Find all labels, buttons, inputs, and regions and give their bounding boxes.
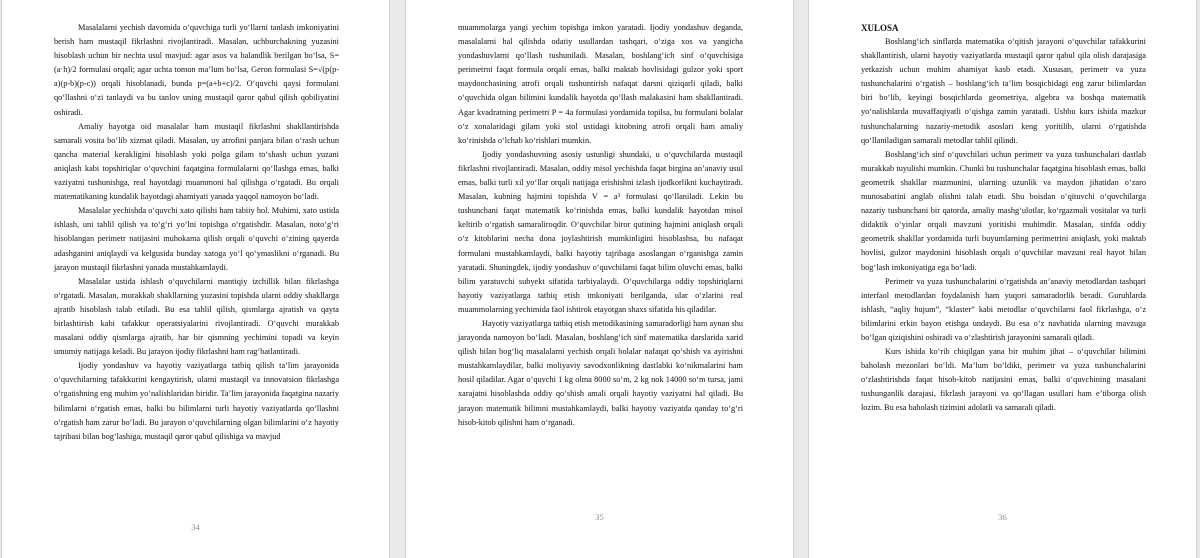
paragraph: Ijodiy yondashuvning asosiy ustunligi shundaki, u o‘quvchilarda mustaqil fikrlashni rivojlantiradi. Masalan, oddiy misol yechishda faqat birgina an’anaviy usul emas, balki turli xil yo‘llar orqali natijaga erishishni izlash ijodkorlikni kuchaytiradi. Masalan, kubning hajmini topishda V = a³ formulasi qo‘llaniladi. Lekin bu tushunchani faqat matematik ko‘rinishda emas, balki kundalik hayotdan misol keltirib o‘rgatish samaraliroqdir. O‘quvchilar biror qutining hajmini aniqlash orqali o‘z kitoblarini necha dona joylashtirish mumkinligini hisoblashsa, bu nafaqat formulani mustahkamlaydi, balki hayotiy tajribaga asoslangan o‘rganishga zamin yaratadi. Shuningdek, ijodiy yondashuv o‘quvchilarni faqat bilim oluvchi emas, balki bilim yaratuvchi subyekt sifatida tarbiyalaydi. O‘quvchilarga oddiy topshiriqlarni hayotiy vaziyatlarga tatbiq etish imkoniyati berilganda, ular o‘zlarini real muammolarning yechimida faol ishtirok etayotgan shaxs sifatida his qiladilar.: [458, 149, 743, 314]
page-number: 36: [998, 512, 1007, 522]
page-number: 35: [595, 512, 604, 522]
document-page-35: [405, 0, 794, 558]
paragraph: Perimetr va yuza tushunchalarini o‘rgatishda an’anaviy metodlardan tashqari interfaol metodlardan foydalanish ham yuqori samaradorlik beradi. Guruhlarda ishlash, “aqliy hujum”, “klaster” kabi metodlar o‘quvchilarni faol fikrlashga, o‘z bilimlarini erkin bayon etishga undaydi. Bu esa o‘z navbatida ularning mavzuga bo‘lgan qiziqishini oshiradi va o‘zlashtirish jarayonini samarali qiladi.: [861, 276, 1146, 342]
page-body: [861, 21, 1146, 416]
paragraph: Masalalar yechishda o‘quvchi xato qilishi ham tabiiy hol. Muhimi, xato ustida ishlash, uni tahlil qilish va to‘g‘ri yo‘lni topishga o‘rgatishdir. Masalan, noto‘g‘ri hisoblangan perimetr natijasini muhokama qilish orqali o‘quvchi o‘zining qayerda adashganini aniqlaydi va kelgusida bunday xatoga yo‘l qo‘ymaslikni o‘rganadi. Bu jarayon mustaqil fikrlashni yanada mustahkamlaydi.: [54, 206, 339, 272]
paragraph: Masalalar ustida ishlash o‘quvchilarni mantiqiy izchillik bilan fikrlashga o‘rgatadi. Masalan, murakkab shakllarning yuzasini topishda ularni oddiy shakllarga ajratib hisoblash talab etiladi. Bu esa tahlil qilish, qismlarga ajratish va qayta birlashtirish kabi tafakkur operatsiyalarini rivojlantiradi. O‘quvchi murakkab masalani oddiy qismlarga ajratib, har bir qismning yechimini topadi va keyin umumiy natijaga keladi. Bu jarayon ijodiy fikrlashni ham rag‘batlantiradi.: [54, 276, 339, 357]
paragraph: Kurs ishida ko‘rib chiqilgan yana bir muhim jihat – o‘quvchilar bilimini baholash mezonlari bo‘ldi. Ma’lum bo‘ldiki, perimetr va yuza tushunchalarini o‘zlashtirishda faqat hisob-kitob natijasini emas, balki o‘quvchining masalani tushunganlik darajasi, fikrlash jarayoni va qo‘llagan usullari ham e’tiborga olish lozim. Bu esa baholash tizimini adolatli va samarali qiladi.: [861, 347, 1146, 413]
paragraph: Boshlang‘ich sinf o‘quvchilari uchun perimetr va yuza tushunchalari dastlab murakkab tuyulishi mumkin. Chunki bu tushunchalar faqatgina hisoblash emas, balki geometrik shakllar mazmunini, ularning uzunlik va maydon jihatidan o‘zaro munosabatini anglab olishni talab etadi. Shu boisdan o‘qituvchi o‘quvchilarga nazariy tushunchani bir qatorda, amaliy mashg‘ulotlar, ko‘rgazmali vositalar va turli didaktik o‘yinlar orqali mavzuni yoritishi muhimdir. Masalan, sinfda oddiy geometrik shakllar yordamida turli buyumlarning perimetrini aniqlash, yoki maktab hovlisi, gulzor maydonini hisoblash orqali o‘quvchilar mavzuni real hayot bilan bog‘lash imkoniyatiga ega bo‘ladi.: [861, 149, 1146, 272]
document-page-36: [808, 0, 1197, 558]
paragraph: Masalalarni yechish davomida o‘quvchiga turli yo‘llarni tanlash imkoniyatini berish ham mustaqil fikrlashni rivojlantiradi. Masalan, uchburchakning yuzasini hisoblash uchun bir nechta usul mavjud: agar asos va balandlik berilgan bo‘lsa, S=(a·h)/2 formulasi orqali; agar uchta tomon ma’lum bo‘lsa, Geron formulasi S=√(p(p-a)(p-b)(p-c)) orqali hisoblanadi, bunda p=(a+b+c)/2. O‘quvchi qaysi formulani qo‘llashni o‘zi tanlaydi va bu tanlov uning mustaqil qaror qabul qilish qobiliyatini oshiradi.: [54, 23, 339, 117]
paragraph: muammolarga yangi yechim topishga imkon yaratadi. Ijodiy yondashuv deganda, masalalarni hal qilishda odatiy usullardan tashqari, o‘ziga xos va yangicha yondashuvlarni qo‘llash tushuniladi. Masalan, boshlang‘ich sinf o‘quvchisiga perimetrni faqat formula orqali emas, balki maktab hovlisidagi gulzor yoki sport maydonchasining atrofi orqali tushuntirish nafaqat darsni qiziqarli qiladi, balki o‘quvchida olgan bilimini kundalik hayotda qo‘llash malakasini ham shakllantiradi. Agar kvadratning perimetri P = 4a formulasi yordamida topilsa, bu formulani bolalar o‘z xonalaridagi gilam yoki stol ustidagi kitobning atrofi orqali ham amaliy ko‘rinishda o‘lchab ko‘rishlari mumkin.: [458, 23, 743, 145]
paragraph: Boshlang‘ich sinflarda matematika o‘qitish jarayoni o‘quvchilar tafakkurini shakllantirish, ularni hayotiy vaziyatlarda mustaqil qaror qabul qila olish darajasiga yetkazish uchun muhim ahamiyat kasb etadi. Xususan, perimetr va yuza tushunchalarini o‘rgatish – boshlang‘ich ta’lim bosqichidagi eng zarur bilimlardan biri bo‘lib, keyingi bosqichlarda geometriya, algebra va boshqa matematik yo‘nalishlarda muvaffaqiyatli o‘qishga zamin yaratadi. Ushbu kurs ishida mazkur tushunchalarning nazariy-metodik asoslari keng yoritilib, ularni o‘rgatishda qo‘llaniladigan samarali metodlar tahlil qilindi.: [861, 37, 1146, 145]
paragraph: Hayotiy vaziyatlarga tatbiq etish metodikasining samaradorligi ham aynan shu jarayonda namoyon bo‘ladi. Masalan, boshlang‘ich sinf matematika darslarida xarid qilish bilan bog‘liq masalalarni yechish orqali bolalar nafaqat qo‘shish va ayirishni mustahkamlaydilar, balki moliyaviy savodxonlikning dastlabki ko‘nikmalarini ham hosil qiladilar. Agar o‘quvchi 1 kg olma 8000 so‘m, 2 kg nok 14000 so‘m tursa, jami xarajatni hisoblashda oddiy qo‘shish amali orqali hayotiy vaziyatni hal qiladi. Bu jarayon matematik bilimni mustahkamlaydi, balki hayotiy vaziyatda qanday to‘g‘ri hisob-kitob qilishni ham o‘rganadi.: [458, 318, 743, 427]
page-body: [458, 21, 743, 430]
page-body: [54, 21, 339, 444]
page-number: 34: [191, 522, 200, 532]
document-page-34: [1, 0, 390, 558]
paragraph: Ijodiy yondashuv va hayotiy vaziyatlarga tatbiq qilish ta’lim jarayonida o‘quvchilarning tafakkurini kengaytirish, ularni mustaqil va innovatsion fikrlashga o‘rgatishning eng muhim yo‘nalishlaridan biridir. Ta’lim jarayonida faqatgina nazariy bilimlarni o‘rgatish emas, balki bu bilimlarni turli hayotiy vaziyatlarda qo‘llashni o‘rgatish ham zarur bo‘ladi. Bu jarayon o‘quvchilarning olgan bilimlarini o‘z hayotiy tajribasi bilan bog‘lashiga, mustaqil qaror qabul qilishiga va mavjud: [54, 361, 339, 441]
section-heading: XULOSA: [861, 23, 899, 33]
paragraph: Amaliy hayotga oid masalalar ham mustaqil fikrlashni shakllantirishda samarali vosita bo‘lib xizmat qiladi. Masalan, uy atrofini panjara bilan o‘rash uchun qancha material kerakligini hisoblash yoki polga gilam to‘shash uchun yuzani aniqlash kabi topshiriqlar o‘quvchini faqatgina formulalarni qo‘llashga emas, balki vaziyatni tushunishga, real hayotdagi muammoni hal qilishga o‘rgatadi. Bu orqali matematikaning kundalik hayotdagi ahamiyati yanada yaqqol namoyon bo‘ladi.: [54, 121, 339, 202]
